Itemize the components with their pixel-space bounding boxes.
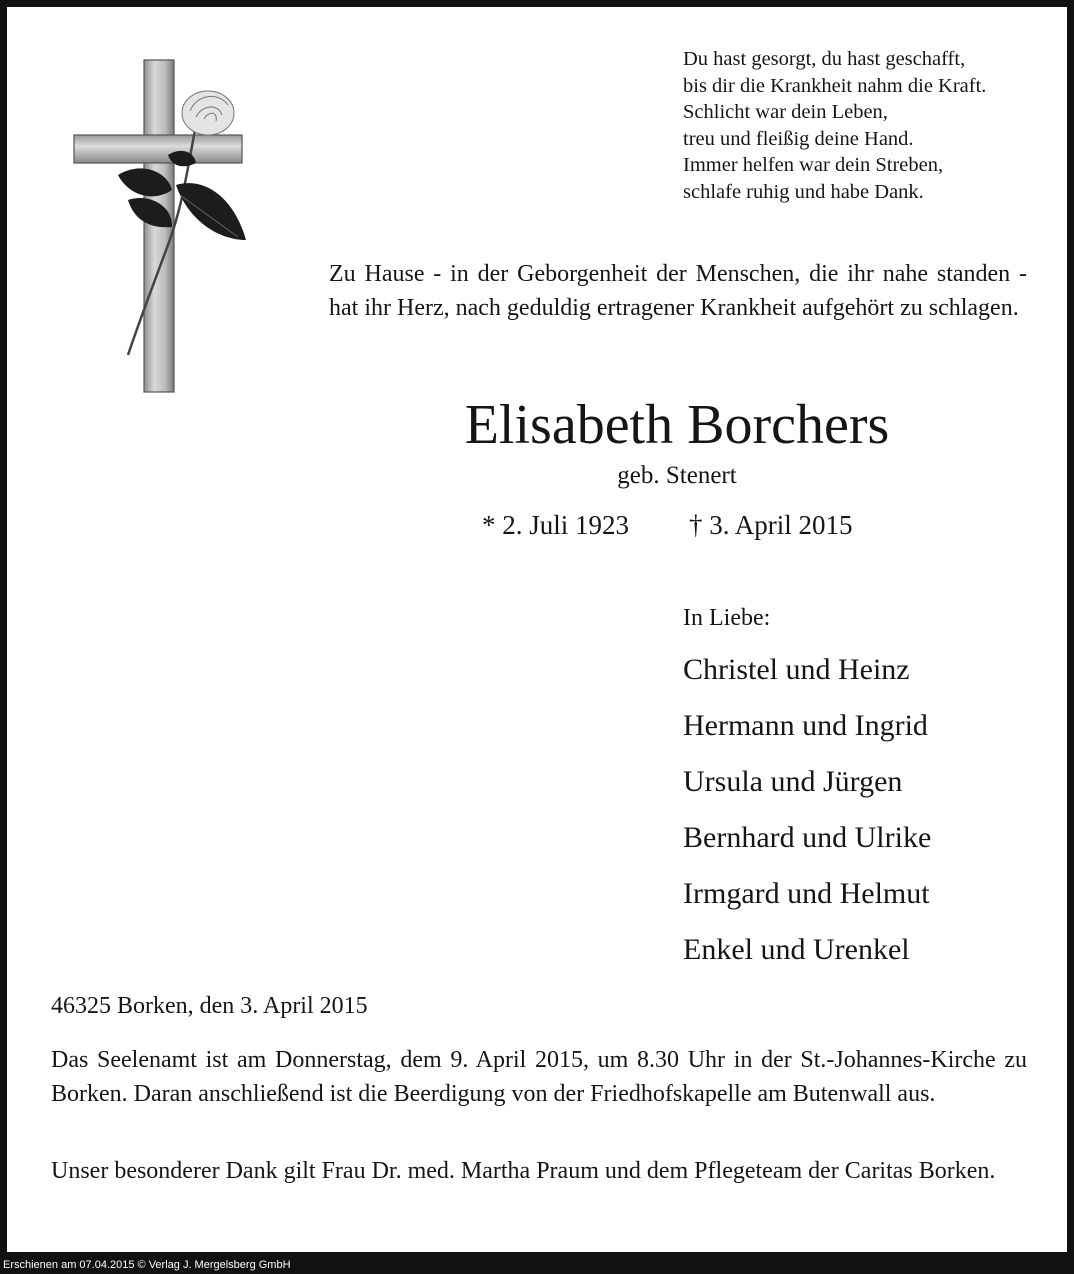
mourner-entry: Christel und Heinz <box>683 653 910 686</box>
poem-line: Immer helfen war dein Streben, <box>683 154 944 176</box>
mourners-label: In Liebe: <box>683 605 771 631</box>
poem-line: bis dir die Krankheit nahm die Kraft. <box>683 74 987 97</box>
death-date: † 3. April 2015 <box>689 510 853 540</box>
poem <box>683 46 986 205</box>
birth-date: * 2. Juli 1923 <box>482 510 630 540</box>
service-paragraph: Das Seelenamt ist am Donnerstag, dem 9. April 2015, um 8.30 Uhr in der St.-Johannes-Kirche zu Borken. Daran anschließend ist die Beerdigung von der Friedhofskapelle am Butenwall aus. <box>51 1047 1027 1107</box>
mourner-entry: Bernhard und Ulrike <box>683 821 932 854</box>
mourner-entry: Irmgard und Helmut <box>683 877 930 910</box>
poem-line: Schlicht war dein Leben, <box>683 101 888 123</box>
mourner-entry: Enkel und Urenkel <box>683 933 910 966</box>
poem-line: Du hast gesorgt, du hast geschafft, <box>683 48 966 70</box>
place-and-date: 46325 Borken, den 3. April 2015 <box>51 993 368 1019</box>
cross-with-rose-icon <box>68 55 268 400</box>
deceased-name: Elisabeth Borchers <box>464 394 890 456</box>
poem-line: treu und fleißig deine Hand. <box>683 127 914 150</box>
mourner-entry: Ursula und Jürgen <box>683 765 903 798</box>
intro-paragraph: Zu Hause - in der Geborgenheit der Menschen, die ihr nahe standen - hat ihr Herz, nach geduldig ertragener Krankheit aufgehört zu schlagen. <box>329 261 1027 321</box>
publication-footer: Erschienen am 07.04.2015 © Verlag J. Mergelsberg GmbH <box>3 1259 291 1271</box>
mourner-entry: Hermann und Ingrid <box>683 709 928 742</box>
thanks-paragraph: Unser besonderer Dank gilt Frau Dr. med. Martha Praum und dem Pflegeteam der Caritas Borken. <box>51 1158 996 1184</box>
poem-line: schlafe ruhig und habe Dank. <box>683 180 924 203</box>
mourners-list <box>683 650 931 986</box>
birth-name: geb. Stenert <box>617 462 737 489</box>
